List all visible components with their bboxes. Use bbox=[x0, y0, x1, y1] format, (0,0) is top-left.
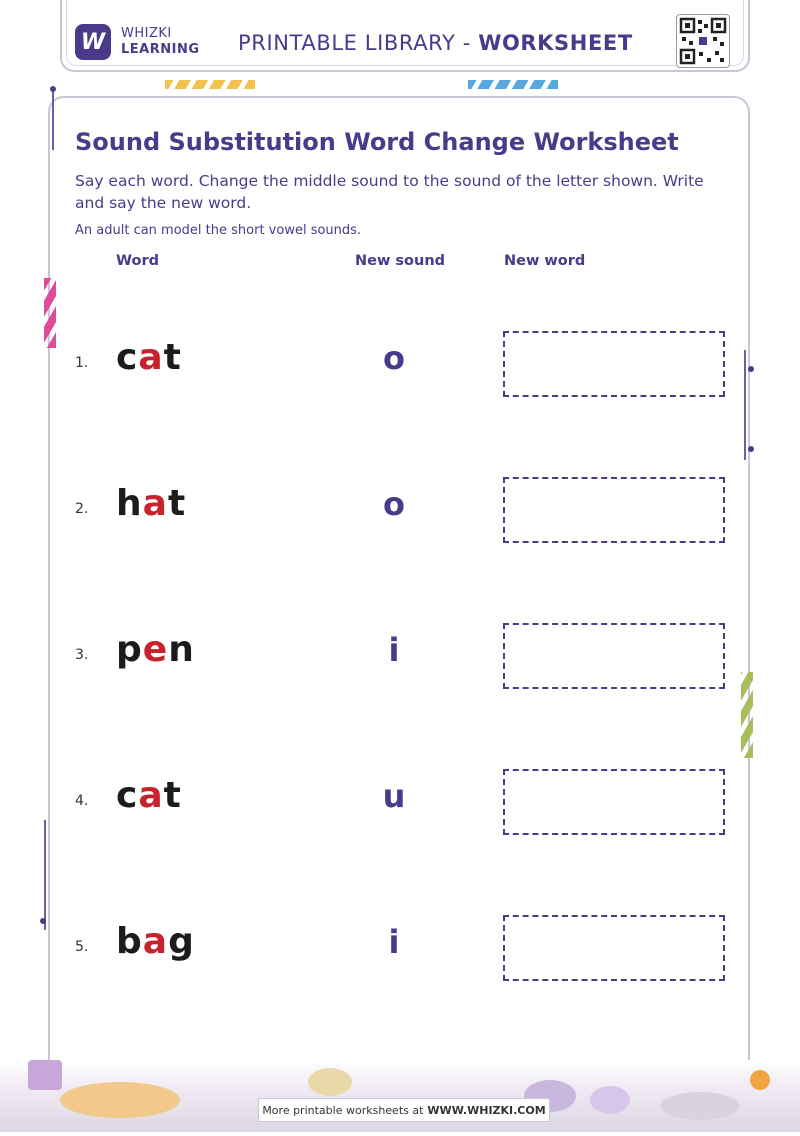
worksheet-row bbox=[0, 769, 800, 839]
circuit-dot-decoration bbox=[50, 86, 56, 92]
qr-code-icon bbox=[676, 14, 730, 68]
worksheet-row bbox=[0, 477, 800, 547]
answer-box[interactable] bbox=[503, 331, 725, 397]
middle-sound-letter: e bbox=[142, 629, 169, 670]
new-sound-letter: i bbox=[388, 631, 400, 669]
middle-sound-letter: a bbox=[142, 483, 168, 524]
new-sound-letter: o bbox=[383, 485, 405, 523]
middle-sound-letter: a bbox=[142, 921, 169, 962]
adult-note: An adult can model the short vowel sounds. bbox=[75, 223, 362, 238]
column-header-word: Word bbox=[116, 253, 159, 269]
answer-box[interactable] bbox=[503, 477, 725, 543]
worksheet-row bbox=[0, 331, 800, 401]
row-number: 1. bbox=[75, 355, 89, 371]
column-header-new-sound: New sound bbox=[355, 253, 446, 269]
instructions: Say each word. Change the middle sound to the sound of the letter shown. Write and say the new word. bbox=[75, 172, 704, 212]
worksheet-row bbox=[0, 623, 800, 693]
header-title: PRINTABLE LIBRARY - WORKSHEET bbox=[238, 31, 633, 55]
answer-box[interactable] bbox=[503, 623, 725, 689]
new-sound-letter: i bbox=[388, 923, 400, 961]
column-header-new-word: New word bbox=[504, 253, 586, 269]
row-number: 5. bbox=[75, 939, 89, 955]
row-number: 3. bbox=[75, 647, 89, 663]
answer-box[interactable] bbox=[503, 769, 725, 835]
target-word: hat bbox=[116, 483, 187, 524]
target-word: cat bbox=[116, 337, 182, 378]
circuit-line-decoration bbox=[52, 90, 54, 150]
row-number: 2. bbox=[75, 501, 89, 517]
footer-link[interactable]: More printable worksheets at WWW.WHIZKI.COM bbox=[258, 1098, 550, 1122]
middle-sound-letter: a bbox=[138, 337, 164, 378]
new-sound-letter: u bbox=[382, 777, 406, 815]
whizki-logo-icon: W bbox=[75, 24, 111, 60]
target-word: pen bbox=[116, 629, 195, 670]
yellow-stripe-decoration bbox=[165, 80, 255, 89]
new-sound-letter: o bbox=[383, 339, 405, 377]
circuit-dot-decoration bbox=[748, 446, 754, 452]
row-number: 4. bbox=[75, 793, 89, 809]
target-word: cat bbox=[116, 775, 182, 816]
answer-box[interactable] bbox=[503, 915, 725, 981]
brand-subtitle: LEARNING bbox=[121, 42, 200, 57]
middle-sound-letter: a bbox=[138, 775, 164, 816]
brand-name: WHIZKI bbox=[121, 26, 172, 41]
blue-stripe-decoration bbox=[468, 80, 558, 89]
worksheet-row bbox=[0, 915, 800, 985]
worksheet-title: Sound Substitution Word Change Worksheet bbox=[75, 128, 679, 156]
target-word: bag bbox=[116, 921, 195, 962]
